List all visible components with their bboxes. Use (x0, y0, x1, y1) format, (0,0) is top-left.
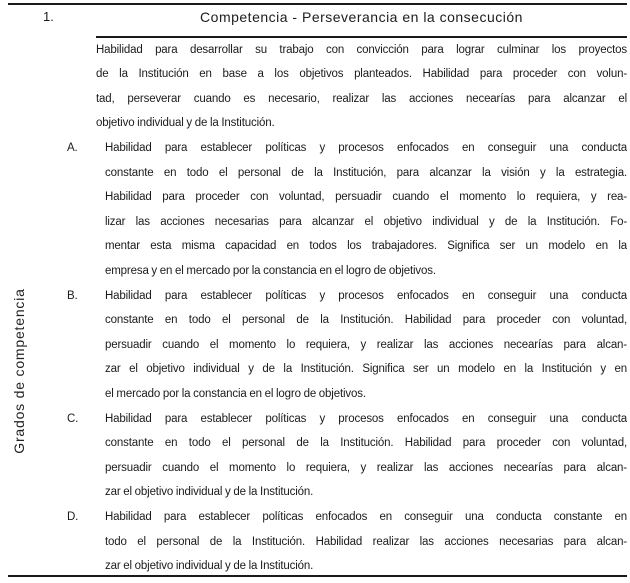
text-line: tad, perseverar cuando es necesario, realizar las acciones necearías para alcanzar el (96, 92, 627, 105)
text-line: empresa y en el mercado por la constancia en el logro de objetivos. (105, 264, 436, 277)
table-body (0, 38, 630, 579)
grade-letter: D. (67, 511, 79, 524)
grade-item (67, 505, 627, 579)
text-line: Habilidad para establecer políticas enfocados en conseguir una conducta constante en (105, 511, 627, 524)
grade-item (67, 407, 627, 505)
text-line: persuadir cuando el momento lo requiera, y realizar las acciones necearías para alcan- (105, 461, 627, 474)
text-line: mentar esta misma capacidad en todos los trabajadores. Significa ser un modelo en la (105, 240, 627, 253)
description-paragraph (96, 38, 627, 136)
text-line: persuadir cuando el momento lo requiera, y realizar las acciones necearías para alcan- (105, 338, 627, 351)
grade-letter: B. (67, 289, 78, 302)
text-line: lizar las acciones necesarias para alcanzar el objetivo individual y de la Institución. Fo- (105, 215, 627, 228)
text-line: constante en todo el personal de la Institución. Habilidad para proceder con voluntad, (105, 314, 627, 327)
text-line: Habilidad para establecer políticas y procesos enfocados en conseguir una conducta (105, 412, 627, 425)
text-line: constante en todo el personal de la Institución, para alcanzar la visión y la estrategia. (105, 166, 627, 179)
text-line: Habilidad para desarrollar su trabajo con convicción para lograr culminar los proyectos (96, 43, 627, 56)
side-label-grados-de-competencia: Grados de competencia (11, 288, 27, 454)
text-line: Habilidad para establecer políticas y procesos enfocados en conseguir una conducta (105, 289, 627, 302)
text-line: Habilidad para proceder con voluntad, persuadir cuando el momento lo requiera, y rea- (105, 191, 627, 204)
text-line: objetivo individual y de la Institución. (96, 117, 275, 130)
grade-letter: C. (67, 412, 79, 425)
grade-item (67, 136, 627, 284)
text-line: zar el objetivo individual y de la Institución. Significa ser un modelo en la Institución y en (105, 363, 627, 376)
grade-item (67, 284, 627, 407)
item-number: 1. (43, 9, 54, 24)
text-line: zar el objetivo individual y de la Institución. (105, 560, 314, 573)
grade-list (0, 136, 630, 579)
top-rule (8, 3, 627, 5)
grade-letter: A. (67, 141, 78, 154)
text-line: zar el objetivo individual y de la Institución. (105, 486, 314, 499)
text-line: de la Institución en base a los objetivos planteados. Habilidad para proceder con volun- (96, 68, 627, 81)
bottom-rule (8, 575, 627, 577)
table-title: Competencia - Perseverancia en la consecución (200, 9, 523, 25)
text-line: el mercado por la constancia en el logro de objetivos. (105, 388, 366, 401)
text-line: Habilidad para establecer políticas y procesos enfocados en conseguir una conducta (105, 141, 627, 154)
text-line: constante en todo el personal de la Institución. Habilidad para proceder con voluntad, (105, 437, 627, 450)
text-line: todo el personal de la Institución. Habilidad realizar las acciones necesarias para alcan- (105, 535, 627, 548)
